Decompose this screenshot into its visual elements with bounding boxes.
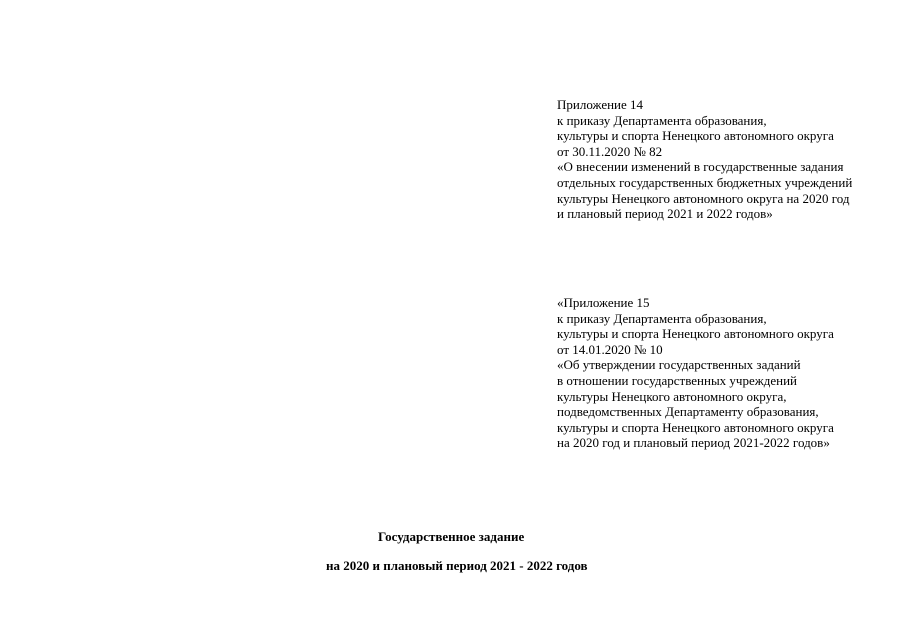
- appendix-14-line: культуры и спорта Ненецкого автономного округа: [557, 128, 834, 144]
- appendix-14-header: [557, 97, 852, 222]
- appendix-15-line: культуры и спорта Ненецкого автономного округа: [557, 419, 834, 435]
- appendix-15-line: подведомственных Департаменту образования,: [557, 404, 819, 420]
- appendix-14-line: и плановый период 2021 и 2022 годов»: [557, 206, 773, 222]
- appendix-14-line: Приложение 14: [557, 97, 644, 112]
- appendix-15-line: «Об утверждении государственных заданий: [557, 357, 801, 373]
- appendix-15-line: «Приложение 15: [557, 295, 650, 310]
- appendix-14-line: к приказу Департамента образования,: [557, 112, 767, 128]
- document-subtitle: на 2020 и плановый период 2021 - 2022 годов: [326, 558, 588, 573]
- document-title: Государственное задание: [378, 529, 525, 544]
- appendix-15-line: в отношении государственных учреждений: [557, 372, 797, 388]
- appendix-15-line: культуры Ненецкого автономного округа,: [557, 388, 787, 404]
- appendix-15-line: к приказу Департамента образования,: [557, 310, 767, 326]
- appendix-15-line: на 2020 год и плановый период 2021-2022 годов»: [557, 435, 830, 451]
- appendix-14-line: культуры Ненецкого автономного округа на 2020 год: [557, 190, 850, 206]
- appendix-15-header: [557, 295, 834, 451]
- appendix-14-line: «О внесении изменений в государственные задания: [557, 159, 844, 175]
- appendix-14-line: от 30.11.2020 № 82: [557, 143, 663, 159]
- appendix-15-line: культуры и спорта Ненецкого автономного округа: [557, 326, 834, 342]
- appendix-15-line: от 14.01.2020 № 10: [557, 341, 663, 357]
- appendix-14-line: отдельных государственных бюджетных учреждений: [557, 174, 853, 190]
